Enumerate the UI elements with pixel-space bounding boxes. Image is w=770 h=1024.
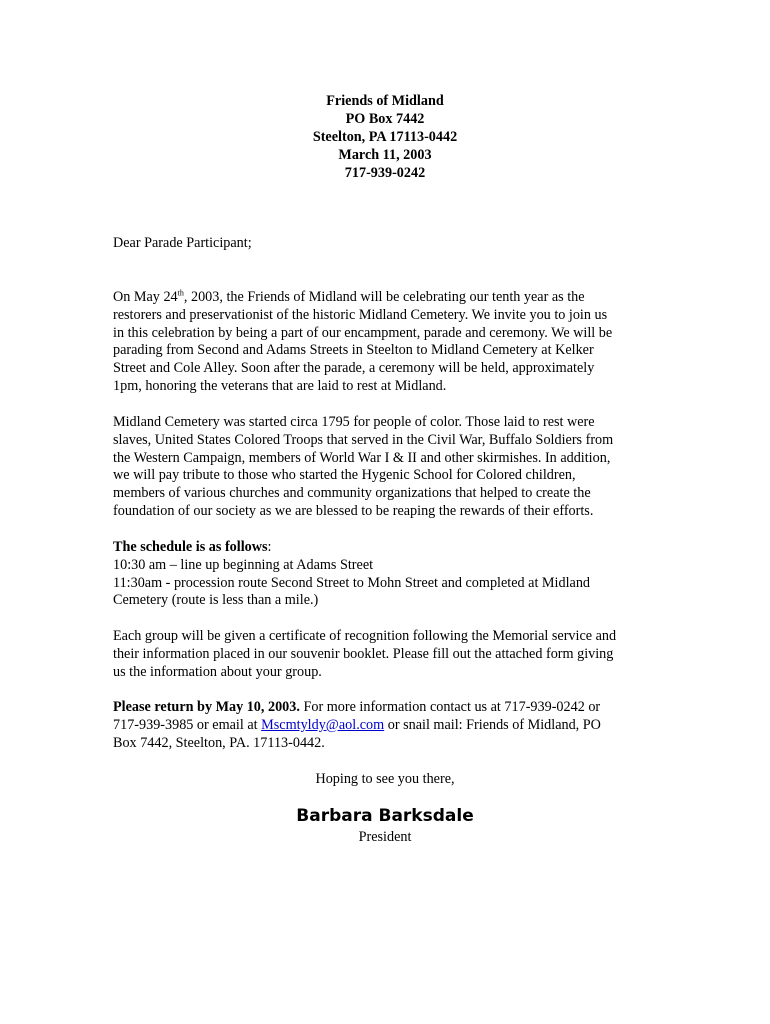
text-fragment: , 2003, the Friends of Midland will be celebrating our tenth year as the <box>183 289 585 305</box>
paragraph-line: Midland Cemetery was started circa 1795 for people of color. Those laid to rest were <box>113 414 595 430</box>
org-name: Friends of Midland <box>326 93 444 109</box>
paragraph-line <box>113 699 658 717</box>
ordinal-superscript: th <box>177 288 184 298</box>
paragraph-line: Each group will be given a certificate of recognition following the Memorial service and <box>113 628 617 644</box>
return-deadline: Please return by May 10, 2003. <box>113 699 300 715</box>
schedule-item: 10:30 am – line up beginning at Adams Street <box>113 556 374 573</box>
schedule-item: 11:30am - procession route Second Street to Mohn Street and completed at Midland <box>113 574 591 591</box>
paragraph-line <box>113 289 658 307</box>
paragraph-line: in this celebration by being a part of our encampment, parade and ceremony. We will be <box>113 324 613 341</box>
city-state-zip: Steelton, PA 17113-0442 <box>312 129 458 145</box>
letterhead <box>0 93 770 183</box>
paragraph-line: slaves, United States Colored Troops that served in the Civil War, Buffalo Soldiers from <box>113 431 614 448</box>
salutation: Dear Parade Participant; <box>113 235 252 251</box>
text-fragment: For more information contact us at 717-939-0242 or <box>299 699 601 715</box>
text-fragment: On May 24 <box>113 289 178 305</box>
paragraph-line: 1pm, honoring the veterans that are laid to rest at Midland. <box>113 377 447 394</box>
schedule-heading: The schedule is as follows <box>113 539 268 555</box>
paragraph-line: the Western Campaign, members of World War I & II and other skirmishes. In addition, <box>113 449 611 466</box>
paragraph-line: Street and Cole Alley. Soon after the parade, a ceremony will be held, approximately <box>113 360 595 377</box>
text-fragment: or snail mail: Friends of Midland, PO <box>384 716 601 733</box>
paragraph-invitation <box>113 289 658 396</box>
paragraph-line: restorers and preservationist of the historic Midland Cemetery. We invite you to join us <box>113 306 608 323</box>
paragraph-line: members of various churches and community organizations that helped to create the <box>113 485 591 502</box>
paragraph-line: foundation of our society as we are blessed to be reaping the rewards of their efforts. <box>113 502 594 519</box>
text-fragment: : <box>267 539 272 555</box>
paragraph-line: us the information about your group. <box>113 663 322 680</box>
schedule-section <box>113 539 658 610</box>
closing: Hoping to see you there, <box>315 771 455 787</box>
letterhead-phone: 717-939-0242 <box>344 165 426 181</box>
schedule-heading-line <box>113 539 658 557</box>
email-link[interactable]: Mscmtyldy@aol.com <box>261 716 385 733</box>
text-fragment: 717-939-3985 or email at <box>113 716 262 733</box>
paragraph-line: their information placed in our souvenir booklet. Please fill out the attached form giving <box>113 645 614 662</box>
paragraph-history <box>113 414 658 521</box>
signer-title: President <box>358 829 412 845</box>
letter-date: March 11, 2003 <box>338 147 432 163</box>
paragraph-certificate <box>113 628 658 681</box>
paragraph-return <box>113 699 658 752</box>
po-box: PO Box 7442 <box>345 111 425 127</box>
paragraph-line <box>113 717 658 735</box>
paragraph-line: we will pay tribute to those who started the Hygenic School for Colored children, <box>113 467 576 484</box>
paragraph-line: parading from Second and Adams Streets in Steelton to Midland Cemetery at Kelker <box>113 342 594 359</box>
signature: Barbara Barksdale <box>296 806 474 826</box>
schedule-item: Cemetery (route is less than a mile.) <box>113 592 319 609</box>
paragraph-line: Box 7442, Steelton, PA. 17113-0442. <box>113 734 325 751</box>
